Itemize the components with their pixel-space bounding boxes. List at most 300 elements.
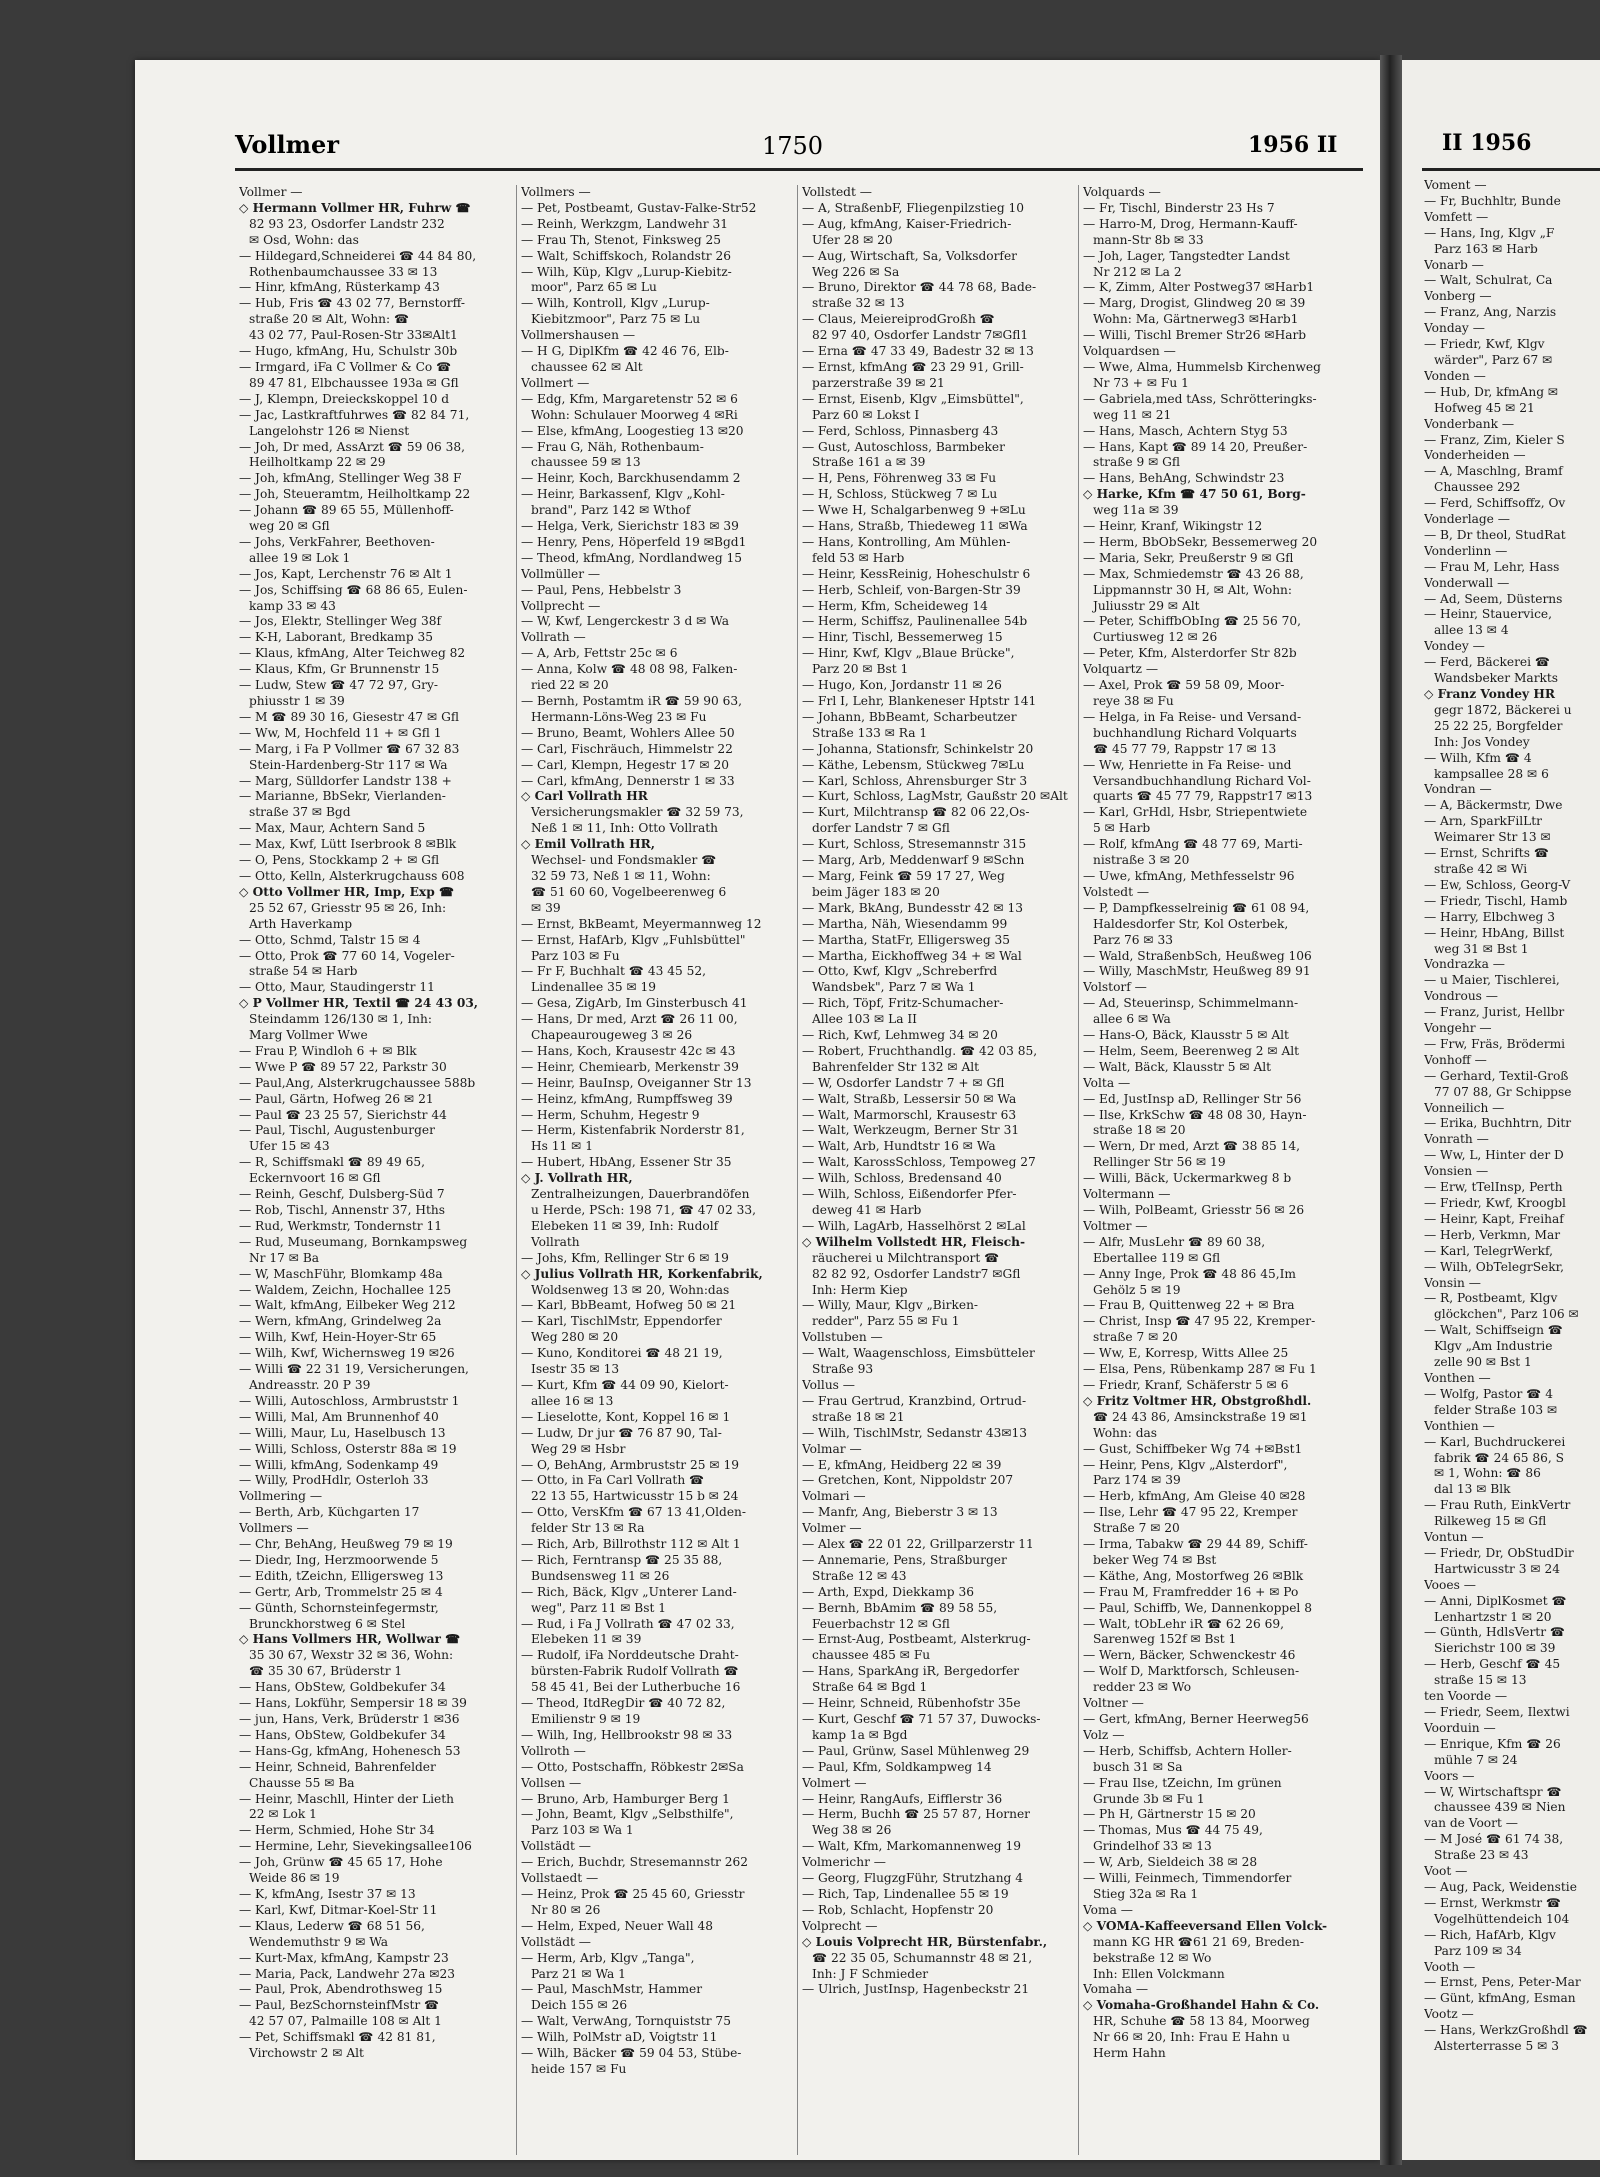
directory-entry-line: — Frau B, Quittenweg 22 + ✉ Bra [1083, 1298, 1295, 1313]
directory-entry-line: Vogelhüttendeich 104 [1434, 1911, 1570, 1926]
directory-entry-line: Ebertallee 119 ✉ Gfl [1093, 1250, 1221, 1265]
directory-entry-line: — Joh, Dr med, AssArzt ☎ 59 06 38, [239, 439, 466, 454]
surname-heading: Vollstädt — [521, 1934, 591, 1949]
directory-entry-line: — Hugo, Kon, Jordanstr 11 ✉ 26 [802, 678, 1002, 693]
directory-entry-line: ◇ P Vollmer HR, Textil ☎ 24 43 03, [239, 996, 479, 1011]
directory-entry-line: Weg 29 ✉ Hsbr [531, 1441, 626, 1456]
directory-entry-line: — Friedr, Kranf, Schäferstr 5 ✉ 6 [1083, 1377, 1289, 1392]
directory-entry-line: — Erw, tTelInsp, Perth [1424, 1180, 1563, 1195]
directory-entry-line: — Hermine, Lehr, Sievekingsallee106 [239, 1839, 472, 1854]
surname-heading: Vonderlinn — [1424, 543, 1508, 558]
surname-heading: Volmar — [802, 1441, 862, 1456]
directory-entry-line: — Klaus, kfmAng, Alter Teichweg 82 [239, 646, 466, 661]
directory-entry-line: — Alfr, MusLehr ☎ 89 60 38, [1083, 1234, 1266, 1249]
directory-entry-line: — Erna ☎ 47 33 49, Badestr 32 ✉ 13 [802, 344, 1034, 359]
directory-entry-line: Wendemuthstr 9 ✉ Wa [249, 1934, 389, 1949]
directory-entry-line: chaussee 62 ✉ Alt [531, 359, 643, 374]
directory-entry-line: — Rob, Schlacht, Hopfenstr 20 [802, 1902, 994, 1917]
directory-entry-line: dal 13 ✉ Blk [1434, 1482, 1511, 1497]
directory-entry-line: deweg 41 ✉ Harb [812, 1203, 922, 1217]
directory-entry-line: — Karl, Schloss, Ahrensburger Str 3 [802, 773, 1028, 788]
directory-entry-line: Sierichstr 100 ✉ 39 [1434, 1641, 1556, 1656]
directory-entry-line: reye 38 ✉ Fu [1093, 694, 1174, 708]
directory-entry-line: Neß 1 ✉ 11, Inh: Otto Vollrath [531, 821, 719, 836]
directory-entry-line: — Willi ☎ 22 31 19, Versicherungen, [239, 1362, 469, 1377]
directory-entry-line: ◇ Emil Vollrath HR, [521, 837, 655, 852]
directory-entry-line: — Paul, Tischl, Augustenburger [239, 1123, 435, 1138]
surname-heading: Vollmer — [239, 185, 303, 199]
directory-entry-line: — Ernst, Pens, Peter-Mar [1424, 1975, 1581, 1990]
directory-entry-line: räucherei u Milchtransport ☎ [812, 1250, 1000, 1265]
directory-entry-line: kamp 33 ✉ 43 [249, 598, 336, 613]
directory-entry-line: — Paul, MaschMstr, Hammer [521, 1982, 703, 1997]
directory-entry-line: — Hans, WerkzGroßhdl ☎ [1424, 2023, 1588, 2038]
directory-entry-line: — Ferd, Schiffsoffz, Ov [1424, 496, 1566, 511]
directory-column-4 [1078, 185, 1359, 2155]
surname-heading: Vollmüller — [521, 566, 601, 581]
directory-entry-line: — Paul, Kfm, Soldkampweg 14 [802, 1759, 992, 1774]
directory-entry-line: — Wilh, ObTelegrSekr, [1424, 1259, 1564, 1274]
directory-entry-line: — Klaus, Kfm, Gr Brunnenstr 15 [239, 662, 440, 677]
directory-entry-line: — Rudolf, iFa Norddeutsche Draht- [521, 1648, 739, 1663]
directory-entry-line: Wohn: Schulauer Moorweg 4 ✉Ri [531, 407, 738, 422]
surname-heading: Vollsen — [521, 1775, 582, 1790]
directory-entry-line: Hartwicusstr 3 ✉ 24 [1434, 1561, 1560, 1576]
directory-entry-line: — Hans, Kapt ☎ 89 14 20, Preußer- [1083, 439, 1308, 454]
directory-entry-line: — Kurt, Schloss, Stresemannstr 315 [802, 837, 1027, 852]
directory-entry-line: ◇ Julius Vollrath HR, Korkenfabrik, [521, 1266, 763, 1281]
directory-entry-line: Wandsbeker Markts [1434, 671, 1559, 686]
directory-entry-line: Weide 86 ✉ 19 [249, 1871, 340, 1886]
surname-heading: Volquardsen — [1083, 344, 1176, 359]
directory-entry-line: — Jos, Elektr, Stellinger Weg 38f [239, 614, 441, 629]
directory-entry-line: — Marg, Feink ☎ 59 17 27, Weg [802, 868, 1005, 883]
directory-entry-line: — Karl, TischlMstr, Eppendorfer [521, 1314, 722, 1329]
directory-entry-line: Nr 73 + ✉ Fu 1 [1093, 375, 1189, 390]
directory-entry-line: — Wilh, Kfm ☎ 4 [1424, 750, 1532, 765]
header-rule [235, 168, 1363, 171]
directory-entry-line: — Joh, Steueramtm, Heilholtkamp 22 [239, 487, 471, 502]
directory-entry-line: — Wilh, Schloss, Eißendorfer Pfer- [802, 1187, 1017, 1202]
directory-entry-line: — Hub, Dr, kfmAng ✉ [1424, 384, 1559, 399]
directory-entry-line: heide 157 ✉ Fu [531, 2061, 627, 2076]
directory-entry-line: — Bruno, Beamt, Wohlers Allee 50 [521, 725, 735, 740]
surname-heading: van de Voort — [1424, 1816, 1518, 1831]
surname-heading: Voltmer — [1083, 1218, 1148, 1233]
directory-entry-line: — Frau Gertrud, Kranzbind, Ortrud- [802, 1393, 1027, 1408]
directory-entry-line: — Hubert, HbAng, Essener Str 35 [521, 1155, 732, 1170]
directory-entry-line: — Hans, Masch, Achtern Styg 53 [1083, 423, 1288, 438]
directory-entry-line: 22 ✉ Lok 1 [249, 1807, 317, 1822]
directory-entry-line: — Herm, Buchh ☎ 25 57 87, Horner [802, 1807, 1030, 1822]
surname-heading: Vollstädt — [521, 1839, 591, 1854]
running-head-year: 1956 II [1248, 132, 1338, 158]
surname-heading: Volquartz — [1083, 662, 1159, 677]
directory-entry-line: 35 30 67, Wexstr 32 ✉ 36, Wohn: [249, 1648, 454, 1663]
directory-entry-line: — M José ☎ 61 74 38, [1424, 1832, 1564, 1847]
directory-entry-line: Stein-Hardenberg-Str 117 ✉ Wa [249, 757, 448, 772]
directory-entry-line: — Herb, Schiffsb, Achtern Holler- [1083, 1743, 1292, 1758]
directory-entry-line: — Otto, Schmd, Talstr 15 ✉ 4 [239, 932, 421, 947]
directory-entry-line: Weg 226 ✉ Sa [812, 264, 900, 279]
surname-heading: Voma — [1083, 1902, 1133, 1917]
directory-entry-line: straße 54 ✉ Harb [249, 964, 358, 979]
directory-entry-line: Rilkeweg 15 ✉ Gfl [1434, 1514, 1547, 1529]
directory-entry-line: — Franz, Jurist, Hellbr [1424, 1005, 1565, 1020]
directory-entry-line: — Fr, Tischl, Binderstr 23 Hs 7 [1083, 200, 1275, 215]
directory-entry-line: wärder", Parz 67 ✉ [1434, 352, 1553, 367]
directory-entry-line: — Helm, Seem, Beerenweg 2 ✉ Alt [1083, 1043, 1300, 1058]
directory-entry-line: — Martha, Eickhoffweg 34 + ✉ Wal [802, 948, 1022, 963]
directory-entry-line: Zentralheizungen, Dauerbrandöfen [531, 1187, 750, 1202]
directory-entry-line: — Heinr, BauInsp, Oveiganner Str 13 [521, 1075, 752, 1090]
directory-entry-line: — W, Arb, Sieldeich 38 ✉ 28 [1083, 1855, 1258, 1870]
directory-entry-line: — Jac, Lastkraftfuhrwes ☎ 82 84 71, [239, 407, 470, 422]
directory-entry-line: straße 9 ✉ Gfl [1093, 455, 1181, 470]
directory-entry-line: ◇ Carl Vollrath HR [521, 789, 648, 804]
directory-entry-line: — Reinh, Geschf, Dulsberg-Süd 7 [239, 1187, 445, 1202]
directory-entry-line: — Walt, Schulrat, Ca [1424, 273, 1553, 288]
directory-entry-line: — Franz, Ang, Narzis [1424, 305, 1557, 320]
directory-entry-line: Straße 12 ✉ 43 [812, 1568, 907, 1583]
directory-entry-line: — Claus, MeiereiprodGroßh ☎ [802, 312, 995, 327]
directory-entry-line: — Hinr, Kwf, Klgv „Blaue Brücke", [802, 646, 1015, 661]
surname-heading: Vollrath — [521, 630, 586, 645]
surname-heading: Vonderbank — [1424, 416, 1515, 431]
directory-entry-line: — Walt, Schiffskoch, Rolandstr 26 [521, 248, 732, 263]
directory-entry-line: — Bernh, BbAmim ☎ 89 58 55, [802, 1600, 998, 1615]
directory-entry-line: — u Maier, Tischlerei, [1424, 973, 1560, 988]
directory-entry-line: — W, MaschFühr, Blomkamp 48a [239, 1266, 443, 1281]
directory-entry-line: — H, Pens, Föhrenweg 33 ✉ Fu [802, 471, 997, 486]
directory-entry-line: — Wilh, Küp, Klgv „Lurup-Kiebitz- [521, 264, 732, 279]
directory-entry-line: Parz 21 ✉ Wa 1 [531, 1966, 626, 1981]
directory-entry-line: Klgv „Am Industrie [1434, 1339, 1553, 1354]
surname-heading: Volta — [1083, 1075, 1131, 1090]
surname-heading: Volstorf — [1083, 980, 1147, 995]
directory-entry-line: — Enrique, Kfm ☎ 26 [1424, 1736, 1561, 1751]
surname-heading: Vonarb — [1424, 257, 1484, 272]
directory-entry-line: allee 13 ✉ 4 [1434, 623, 1509, 638]
surname-heading: Vondrous — [1424, 989, 1498, 1004]
directory-entry-line: — Hinr, Tischl, Bessemerweg 15 [802, 630, 1003, 645]
directory-entry-line: 5 ✉ Harb [1093, 821, 1151, 836]
directory-entry-line: 43 02 77, Paul-Rosen-Str 33✉Alt1 [249, 328, 458, 343]
surname-heading: Vollstaedt — [521, 1871, 599, 1886]
directory-entry-line: — Heinr, Pens, Klgv „Alsterdorf", [1083, 1457, 1288, 1472]
directory-entry-line: — B, Dr theol, StudRat [1424, 527, 1566, 542]
directory-entry-line: Ufer 28 ✉ 20 [812, 232, 893, 247]
directory-entry-line: — Gertr, Arb, Trommelstr 25 ✉ 4 [239, 1584, 443, 1599]
directory-entry-line: — Elsa, Pens, Rübenkamp 287 ✉ Fu 1 [1083, 1362, 1317, 1377]
directory-entry-line: — Max, Schmiedemstr ☎ 43 26 88, [1083, 566, 1304, 581]
directory-entry-line: — Herm, BbObSekr, Bessemerweg 20 [1083, 534, 1318, 549]
directory-entry-line: — Paul ☎ 23 25 57, Sierichstr 44 [239, 1107, 447, 1122]
directory-entry-line: — Ilse, KrkSchw ☎ 48 08 30, Hayn- [1083, 1107, 1307, 1122]
directory-entry-line: — Paul, BezSchornsteinfMstr ☎ [239, 1998, 440, 2013]
directory-entry-line: 25 22 25, Borgfelder [1434, 718, 1563, 733]
directory-entry-line: — Friedr, Seem, Ilextwi [1424, 1705, 1570, 1719]
directory-entry-line: — Aug, kfmAng, Kaiser-Friedrich- [802, 216, 1012, 231]
directory-entry-line: — Paul, Prok, Abendrothsweg 15 [239, 1982, 443, 1997]
directory-entry-line: — Edg, Kfm, Margaretenstr 52 ✉ 6 [521, 391, 738, 406]
directory-entry-line: — Ww, Henriette in Fa Reise- und [1083, 757, 1292, 772]
directory-entry-line: — Kurt, Milchtransp ☎ 82 06 22,Os- [802, 805, 1030, 820]
directory-entry-line: redder", Parz 55 ✉ Fu 1 [812, 1314, 960, 1329]
directory-entry-line: — Heinr, Stauervice, [1424, 607, 1552, 622]
directory-entry-line: Hofweg 45 ✉ 21 [1434, 400, 1535, 415]
directory-entry-line: — Ph H, Gärtnerstr 15 ✉ 20 [1083, 1807, 1256, 1822]
directory-entry-line: — Peter, Kfm, Alsterdorfer Str 82b [1083, 646, 1297, 661]
directory-entry-line: — Ww, M, Hochfeld 11 + ✉ Gfl 1 [239, 725, 442, 740]
directory-entry-line: straße 20 ✉ Alt, Wohn: ☎ [249, 312, 410, 327]
directory-entry-line: — Heinr, HbAng, Billst [1424, 925, 1565, 940]
directory-entry-line: — Walt, kfmAng, Eilbeker Weg 212 [239, 1298, 456, 1313]
directory-entry-line: — Willi, Bäck, Uckermarkweg 8 b [1083, 1171, 1292, 1186]
directory-entry-line: — Else, kfmAng, Loogestieg 13 ✉20 [521, 423, 744, 438]
directory-entry-line: — Heinr, Kapt, Freihaf [1424, 1211, 1564, 1226]
directory-entry-line: Stieg 32a ✉ Ra 1 [1093, 1886, 1199, 1901]
directory-entry-line: — Heinr, Kranf, Wikingstr 12 [1083, 519, 1263, 534]
directory-entry-line: — Frau M, Lehr, Hass [1424, 559, 1560, 574]
surname-heading: Vomfett — [1424, 209, 1489, 224]
directory-entry-line: straße 18 ✉ 21 [812, 1409, 905, 1424]
directory-entry-line: — Paul, Pens, Hebbelstr 3 [521, 582, 682, 597]
directory-entry-line: Langelohstr 126 ✉ Nienst [249, 423, 410, 438]
directory-entry-line: — H G, DiplKfm ☎ 42 46 76, Elb- [521, 344, 729, 359]
directory-entry-line: Weg 280 ✉ 20 [531, 1330, 619, 1345]
surname-heading: Vonneilich — [1424, 1100, 1505, 1115]
directory-entry-line: — Wilh, Kwf, Wichernsweg 19 ✉26 [239, 1346, 455, 1361]
directory-column-1 [235, 185, 516, 2155]
directory-entry-line: weg 31 ✉ Bst 1 [1434, 941, 1529, 956]
directory-entry-line: — Wilh, Bäcker ☎ 59 04 53, Stübe- [521, 2046, 742, 2061]
directory-entry-line: ☎ 22 35 05, Schumannstr 48 ✉ 21, [812, 1950, 1033, 1965]
directory-entry-line: — Gabriela,med tAss, Schrötteringks- [1083, 391, 1317, 406]
directory-entry-line: — Heinz, kfmAng, Rumpffsweg 39 [521, 1091, 733, 1106]
directory-entry-line: — Otto, in Fa Carl Vollrath ☎ [521, 1473, 705, 1488]
directory-entry-line: Lippmannstr 30 H, ✉ Alt, Wohn: [1093, 582, 1292, 597]
directory-entry-line: — Otto, Kwf, Klgv „Schreberfrd [802, 964, 998, 979]
book-gutter [1380, 55, 1402, 2165]
directory-entry-line: — Bruno, Arb, Hamburger Berg 1 [521, 1791, 730, 1806]
directory-entry-line: — A, Arb, Fettstr 25c ✉ 6 [521, 646, 678, 661]
directory-entry-line: — Georg, FlugzgFühr, Strutzhang 4 [802, 1871, 1023, 1886]
directory-entry-line: Inh: Ellen Volckmann [1093, 1966, 1225, 1981]
surname-heading: Vondran — [1424, 782, 1492, 797]
surname-heading: Vollmers — [239, 1521, 309, 1536]
directory-entry-line: Wohn: Ma, Gärtnerweg3 ✉Harb1 [1093, 312, 1299, 327]
directory-entry-line: Arth Haverkamp [249, 916, 353, 931]
directory-entry-line: — Friedr, Tischl, Hamb [1424, 893, 1568, 908]
directory-entry-line: — Friedr, Dr, ObStudDir [1424, 1545, 1574, 1560]
directory-entry-line: — Marg, i Fa P Vollmer ☎ 67 32 83 [239, 741, 460, 756]
directory-entry-line: ◇ J. Vollrath HR, [521, 1171, 633, 1186]
directory-entry-line: — Jos, Schiffsing ☎ 68 86 65, Eulen- [239, 582, 468, 597]
directory-entry-line: — Kurt, Kfm ☎ 44 09 90, Kielort- [521, 1377, 729, 1392]
directory-entry-line: Virchowstr 2 ✉ Alt [249, 2046, 364, 2061]
directory-entry-line: — John, Beamt, Klgv „Selbsthilfe", [521, 1807, 734, 1822]
surname-heading: Vollmers — [521, 185, 591, 199]
directory-entry-line: — Marianne, BbSekr, Vierlanden- [239, 789, 446, 804]
directory-entry-line: — Manfr, Ang, Bieberstr 3 ✉ 13 [802, 1505, 998, 1520]
directory-entry-line: 58 45 41, Bei der Lutherbuche 16 [531, 1680, 741, 1695]
directory-entry-line: chaussee 439 ✉ Nien [1434, 1800, 1566, 1815]
directory-entry-line: bürsten-Fabrik Rudolf Vollrath ☎ [531, 1664, 739, 1679]
directory-entry-line: ☎ 35 30 67, Brüderstr 1 [249, 1664, 403, 1679]
directory-entry-line: — Johann, BbBeamt, Scharbeutzer [802, 709, 1017, 724]
directory-entry-line: — Hinr, kfmAng, Rüsterkamp 43 [239, 280, 440, 295]
directory-entry-line: — Ww, L, Hinter der D [1424, 1148, 1564, 1163]
surname-heading: Vollroth — [521, 1743, 586, 1758]
directory-entry-line: — Paul, Schiffb, We, Dannenkoppel 8 [1083, 1600, 1312, 1615]
directory-entry-line: Gehölz 5 ✉ 19 [1093, 1282, 1181, 1297]
directory-entry-line: — Joh, kfmAng, Stellinger Weg 38 F [239, 471, 462, 486]
directory-entry-line: — Wald, StraßenbSch, Heußweg 106 [1083, 948, 1312, 963]
directory-entry-line: — Erich, Buchdr, Stresemannstr 262 [521, 1855, 749, 1870]
directory-entry-line: — Peter, SchiffbObIng ☎ 25 56 70, [1083, 614, 1301, 629]
directory-entry-line: 89 47 81, Elbchaussee 193a ✉ Gfl [249, 375, 459, 390]
directory-entry-line: — Friedr, Kwf, Klgv [1424, 337, 1545, 352]
directory-entry-line: — Maria, Sekr, Preußerstr 9 ✉ Gfl [1083, 550, 1294, 565]
directory-entry-line: — Alex ☎ 22 01 22, Grillparzerstr 11 [802, 1537, 1034, 1552]
directory-entry-line: nistraße 3 ✉ 20 [1093, 853, 1190, 868]
directory-entry-line: — Ulrich, JustInsp, Hagenbeckstr 21 [802, 1982, 1030, 1997]
directory-entry-line: — Johs, Kfm, Rellinger Str 6 ✉ 19 [521, 1250, 729, 1265]
directory-entry-line: Parz 174 ✉ 39 [1093, 1473, 1181, 1488]
directory-entry-line: — Rich, HafArb, Klgv [1424, 1927, 1556, 1942]
directory-entry-line: Ufer 15 ✉ 43 [249, 1139, 330, 1154]
directory-entry-line: — H, Schloss, Stückweg 7 ✉ Lu [802, 487, 998, 502]
surname-heading: Volstedt — [1083, 884, 1150, 899]
directory-entry-line: — A, Maschlng, Bramf [1424, 464, 1563, 479]
directory-entry-line: — Wwe P ☎ 89 57 22, Parkstr 30 [239, 1059, 447, 1074]
surname-heading: Volquards — [1083, 185, 1161, 199]
directory-entry-line: allee 19 ✉ Lok 1 [249, 550, 351, 565]
directory-entry-line: — Hans, Koch, Krausestr 42c ✉ 43 [521, 1043, 736, 1058]
directory-entry-line: — Maria, Pack, Landwehr 27a ✉23 [239, 1966, 455, 1981]
directory-entry-line: — Herm, Kfm, Scheideweg 14 [802, 598, 988, 613]
surname-heading: Vollmershausen — [521, 328, 636, 343]
surname-heading: Volmert — [802, 1775, 867, 1790]
directory-entry-line: — E, kfmAng, Heidberg 22 ✉ 39 [802, 1457, 1002, 1472]
directory-entry-line: — Walt, Werkzeugm, Berner Str 31 [802, 1123, 1020, 1138]
directory-entry-line: — Wern, Bäcker, Schwenckestr 46 [1083, 1648, 1296, 1663]
directory-entry-line: Bahrenfelder Str 132 ✉ Alt [812, 1059, 980, 1074]
directory-entry-line: Inh: Jos Vondey [1434, 734, 1530, 749]
directory-entry-line: — Otto, VersKfm ☎ 67 13 41,Olden- [521, 1505, 747, 1520]
directory-entry-line: — Wern, Dr med, Arzt ☎ 38 85 14, [1083, 1139, 1301, 1154]
directory-entry-line: mühle 7 ✉ 24 [1434, 1752, 1518, 1767]
directory-entry-line: Steindamm 126/130 ✉ 1, Inh: [249, 1012, 432, 1027]
directory-entry-line: — Frau Th, Stenot, Finksweg 25 [521, 232, 722, 247]
directory-entry-line: 42 57 07, Palmaille 108 ✉ Alt 1 [249, 2014, 442, 2029]
directory-entry-line: ☎ 51 60 60, Vogelbeerenweg 6 [531, 884, 727, 899]
surname-heading: Volmerichr — [802, 1855, 886, 1870]
directory-entry-line: — Herm, Schiffsz, Paulinenallee 54b [802, 614, 1028, 629]
directory-entry-line: — Ew, Schloss, Georg-V [1424, 877, 1571, 892]
directory-entry-line: Parz 103 ✉ Fu [531, 948, 620, 963]
directory-entry-line: — Harro-M, Drog, Hermann-Kauff- [1083, 216, 1298, 231]
directory-entry-line: Nr 80 ✉ 26 [531, 1902, 601, 1917]
directory-entry-line: — Irma, Tabakw ☎ 29 44 89, Schiff- [1083, 1537, 1308, 1552]
directory-entry-line: — Marg, Drogist, Glindweg 20 ✉ 39 [1083, 296, 1306, 311]
directory-entry-line: busch 31 ✉ Sa [1093, 1759, 1183, 1774]
directory-entry-line: fabrik ☎ 24 65 86, S [1434, 1450, 1564, 1465]
surname-heading: Voltner — [1083, 1696, 1144, 1711]
directory-entry-line: brand", Parz 142 ✉ Wthof [531, 503, 691, 518]
directory-entry-line: Versicherungsmakler ☎ 32 59 73, [531, 805, 744, 820]
surname-heading: Vonthien — [1424, 1418, 1495, 1433]
directory-entry-line: — Hans, BehAng, Schwindstr 23 [1083, 471, 1285, 486]
directory-entry-line: Versandbuchhandlung Richard Vol- [1093, 773, 1311, 788]
directory-entry-line: — Martha, Näh, Wiesendamm 99 [802, 916, 1008, 931]
directory-entry-line: — R, Postbeamt, Klgv [1424, 1291, 1558, 1306]
surname-heading: Vonberg — [1424, 289, 1492, 304]
directory-entry-line: — K-H, Laborant, Bredkamp 35 [239, 630, 434, 645]
directory-entry-line: — Paul, Grünw, Sasel Mühlenweg 29 [802, 1743, 1030, 1758]
directory-entry-line: — Waldem, Zeichn, Hochallee 125 [239, 1282, 452, 1297]
directory-entry-line: Straße 93 [812, 1362, 874, 1377]
next-page-column [1424, 178, 1600, 2148]
surname-heading: Vonderwall — [1424, 575, 1510, 590]
directory-entry-line: — Walt, VerwAng, Tornquiststr 75 [521, 2014, 731, 2029]
directory-entry-line: allee 6 ✉ Wa [1093, 1012, 1171, 1027]
directory-entry-line: — Hans, Kontrolling, Am Mühlen- [802, 534, 1011, 549]
directory-entry-line: — Helm, Exped, Neuer Wall 48 [521, 1918, 713, 1933]
directory-entry-line: — Johanna, Stationsfr, Schinkelstr 20 [802, 741, 1034, 756]
directory-entry-line: — Kuno, Konditorei ☎ 48 21 19, [521, 1346, 723, 1361]
directory-entry-line: — Joh, Grünw ☎ 45 65 17, Hohe [239, 1855, 443, 1870]
surname-heading: Vollmert — [521, 375, 590, 390]
directory-entry-line: allee 16 ✉ 13 [531, 1393, 614, 1408]
directory-entry-line: — Heinr, Chemiearb, Merkenstr 39 [521, 1059, 739, 1074]
directory-entry-line: — Rich, Ferntransp ☎ 25 35 88, [521, 1552, 723, 1567]
directory-entry-line: — Gerhard, Textil-Groß [1424, 1068, 1569, 1083]
directory-entry-line: — Ad, Steuerinsp, Schimmelmann- [1083, 996, 1299, 1011]
directory-entry-line: 82 82 92, Osdorfer Landstr7 ✉Gfl [812, 1266, 1021, 1281]
directory-entry-line: — Chr, BehAng, Heußweg 79 ✉ 19 [239, 1537, 453, 1552]
directory-entry-line: — Paul, Gärtn, Hofweg 26 ✉ 21 [239, 1091, 434, 1106]
directory-entry-line: ◇ VOMA-Kaffeeversand Ellen Volck- [1083, 1918, 1328, 1933]
surname-heading: Voment — [1424, 178, 1487, 192]
directory-entry-line: — Paul,Ang, Alsterkrugchaussee 588b [239, 1075, 476, 1090]
directory-entry-line: — Kurt, Geschf ☎ 71 57 37, Duwocks- [802, 1712, 1041, 1726]
directory-entry-line: Parz 163 ✉ Harb [1434, 241, 1538, 256]
directory-entry-line: gegr 1872, Bäckerei u [1434, 702, 1572, 717]
directory-entry-line: ◇ Wilhelm Vollstedt HR, Fleisch- [802, 1234, 1026, 1249]
surname-heading: ten Voorde — [1424, 1689, 1508, 1704]
directory-entry-line: u Herde, PSch: 198 71, ☎ 47 02 33, [531, 1203, 756, 1217]
directory-entry-line: — Hugo, kfmAng, Hu, Schulstr 30b [239, 344, 458, 359]
directory-entry-line: — Bernh, Postamtm iR ☎ 59 90 63, [521, 694, 742, 708]
surname-heading: Voot — [1424, 1864, 1468, 1879]
directory-entry-line: — Wilh, Kontroll, Klgv „Lurup- [521, 296, 710, 311]
directory-entry-line: — Heinr, Maschll, Hinter der Lieth [239, 1791, 454, 1806]
page-number: 1750 [762, 132, 824, 160]
directory-entry-line: — Helga, in Fa Reise- und Versand- [1083, 709, 1302, 724]
directory-entry-line: — Jos, Kapt, Lerchenstr 76 ✉ Alt 1 [239, 566, 453, 581]
surname-heading: Voltermann — [1083, 1187, 1171, 1202]
directory-entry-line: Straße 23 ✉ 43 [1434, 1848, 1529, 1863]
surname-heading: Vonrath — [1424, 1132, 1489, 1147]
directory-entry-line: Nr 66 ✉ 20, Inh: Frau E Hahn u [1093, 2030, 1290, 2045]
surname-heading: Vonthen — [1424, 1370, 1491, 1385]
directory-entry-line: — R, Schiffsmakl ☎ 89 49 65, [239, 1155, 426, 1170]
directory-entry-line: kamp 1a ✉ Bgd [812, 1727, 908, 1742]
directory-entry-line: — W, Kwf, Lengerckestr 3 d ✉ Wa [521, 614, 729, 629]
directory-entry-line: — Gert, kfmAng, Berner Heerweg56 [1083, 1712, 1309, 1726]
